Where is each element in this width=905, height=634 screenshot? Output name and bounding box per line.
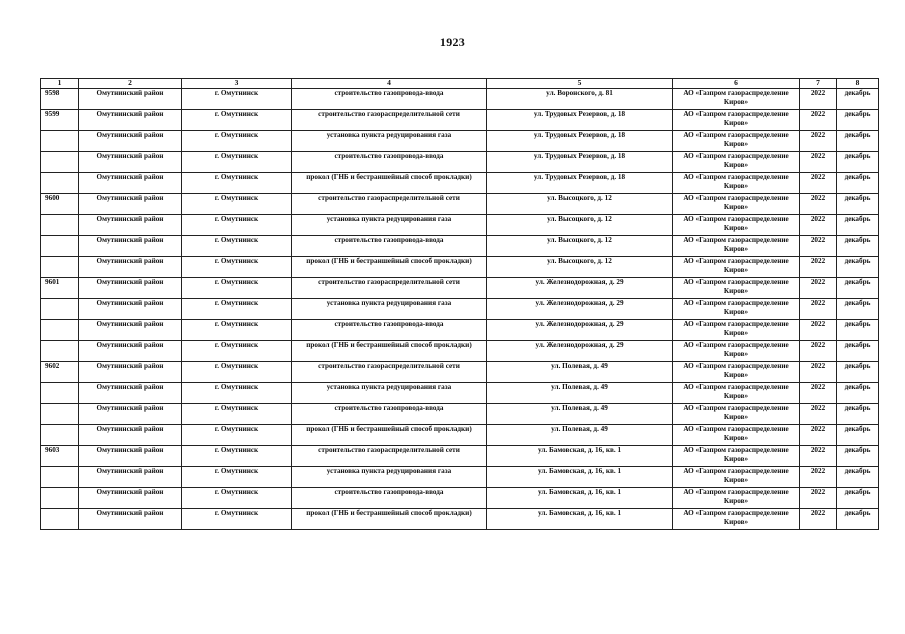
cell-object-number: [41, 236, 79, 257]
cell-organization: АО «Газпром газораспределение Киров»: [673, 362, 800, 383]
cell-month: декабрь: [837, 362, 879, 383]
cell-work-type: установка пункта редуцирования газа: [292, 131, 487, 152]
cell-settlement: г. Омутнинск: [182, 488, 292, 509]
header-col-5: 5: [487, 79, 673, 89]
cell-month: декабрь: [837, 173, 879, 194]
cell-settlement: г. Омутнинск: [182, 299, 292, 320]
cell-organization: АО «Газпром газораспределение Киров»: [673, 215, 800, 236]
cell-month: декабрь: [837, 320, 879, 341]
cell-settlement: г. Омутнинск: [182, 362, 292, 383]
cell-address: ул. Железнодорожная, д. 29: [487, 299, 673, 320]
cell-object-number: [41, 341, 79, 362]
cell-month: декабрь: [837, 131, 879, 152]
cell-settlement: г. Омутнинск: [182, 341, 292, 362]
cell-district: Омутнинский район: [79, 362, 182, 383]
cell-address: ул. Высоцкого, д. 12: [487, 194, 673, 215]
table-row: [41, 152, 879, 173]
cell-object-number: 9603: [41, 446, 79, 467]
cell-address: ул. Бамовская, д. 16, кв. 1: [487, 488, 673, 509]
cell-month: декабрь: [837, 89, 879, 110]
cell-work-type: строительство газораспределительной сети: [292, 362, 487, 383]
page-number: 1923: [439, 35, 466, 49]
cell-year: 2022: [800, 404, 837, 425]
cell-address: ул. Бамовская, д. 16, кв. 1: [487, 467, 673, 488]
cell-address: ул. Трудовых Резервов, д. 18: [487, 131, 673, 152]
table-row: [41, 446, 879, 467]
cell-year: 2022: [800, 215, 837, 236]
cell-object-number: [41, 383, 79, 404]
cell-settlement: г. Омутнинск: [182, 257, 292, 278]
table-row: [41, 89, 879, 110]
table-row: [41, 488, 879, 509]
table-row: [41, 383, 879, 404]
cell-settlement: г. Омутнинск: [182, 383, 292, 404]
cell-organization: АО «Газпром газораспределение Киров»: [673, 257, 800, 278]
table-row: [41, 425, 879, 446]
table-header: [41, 79, 879, 89]
table-row: [41, 467, 879, 488]
cell-work-type: строительство газораспределительной сети: [292, 278, 487, 299]
table-body: [41, 89, 879, 530]
cell-district: Омутнинский район: [79, 215, 182, 236]
cell-month: декабрь: [837, 110, 879, 131]
cell-year: 2022: [800, 299, 837, 320]
cell-object-number: [41, 131, 79, 152]
cell-year: 2022: [800, 446, 837, 467]
cell-organization: АО «Газпром газораспределение Киров»: [673, 110, 800, 131]
cell-work-type: прокол (ГНБ и бестраншейный способ прокладки): [292, 341, 487, 362]
cell-address: ул. Бамовская, д. 16, кв. 1: [487, 509, 673, 530]
cell-organization: АО «Газпром газораспределение Киров»: [673, 467, 800, 488]
cell-district: Омутнинский район: [79, 152, 182, 173]
cell-year: 2022: [800, 236, 837, 257]
cell-settlement: г. Омутнинск: [182, 194, 292, 215]
table-row: [41, 299, 879, 320]
cell-settlement: г. Омутнинск: [182, 236, 292, 257]
cell-address: ул. Полевая, д. 49: [487, 404, 673, 425]
cell-object-number: [41, 215, 79, 236]
header-col-1: 1: [41, 79, 79, 89]
cell-organization: АО «Газпром газораспределение Киров»: [673, 446, 800, 467]
cell-address: ул. Железнодорожная, д. 29: [487, 320, 673, 341]
cell-address: ул. Бамовская, д. 16, кв. 1: [487, 446, 673, 467]
table-row: [41, 110, 879, 131]
table-row: [41, 173, 879, 194]
cell-year: 2022: [800, 509, 837, 530]
cell-work-type: строительство газопровода-ввода: [292, 152, 487, 173]
cell-settlement: г. Омутнинск: [182, 320, 292, 341]
cell-district: Омутнинский район: [79, 110, 182, 131]
cell-month: декабрь: [837, 215, 879, 236]
header-row: [41, 79, 879, 89]
cell-settlement: г. Омутнинск: [182, 152, 292, 173]
cell-work-type: строительство газораспределительной сети: [292, 110, 487, 131]
cell-organization: АО «Газпром газораспределение Киров»: [673, 425, 800, 446]
cell-month: декабрь: [837, 299, 879, 320]
cell-organization: АО «Газпром газораспределение Киров»: [673, 488, 800, 509]
cell-work-type: прокол (ГНБ и бестраншейный способ прокладки): [292, 257, 487, 278]
cell-district: Омутнинский район: [79, 446, 182, 467]
cell-month: декабрь: [837, 257, 879, 278]
cell-month: декабрь: [837, 194, 879, 215]
cell-address: ул. Высоцкого, д. 12: [487, 215, 673, 236]
header-col-2: 2: [79, 79, 182, 89]
cell-district: Омутнинский район: [79, 488, 182, 509]
cell-month: декабрь: [837, 488, 879, 509]
cell-month: декабрь: [837, 236, 879, 257]
header-col-4: 4: [292, 79, 487, 89]
cell-organization: АО «Газпром газораспределение Киров»: [673, 236, 800, 257]
cell-year: 2022: [800, 194, 837, 215]
cell-object-number: [41, 173, 79, 194]
cell-work-type: установка пункта редуцирования газа: [292, 299, 487, 320]
cell-organization: АО «Газпром газораспределение Киров»: [673, 404, 800, 425]
cell-settlement: г. Омутнинск: [182, 215, 292, 236]
cell-organization: АО «Газпром газораспределение Киров»: [673, 131, 800, 152]
cell-settlement: г. Омутнинск: [182, 89, 292, 110]
cell-month: декабрь: [837, 341, 879, 362]
cell-settlement: г. Омутнинск: [182, 467, 292, 488]
cell-district: Омутнинский район: [79, 341, 182, 362]
cell-district: Омутнинский район: [79, 89, 182, 110]
table-row: [41, 236, 879, 257]
table-row: [41, 194, 879, 215]
cell-organization: АО «Газпром газораспределение Киров»: [673, 173, 800, 194]
cell-year: 2022: [800, 278, 837, 299]
cell-settlement: г. Омутнинск: [182, 404, 292, 425]
cell-organization: АО «Газпром газораспределение Киров»: [673, 509, 800, 530]
cell-settlement: г. Омутнинск: [182, 509, 292, 530]
table-row: [41, 362, 879, 383]
cell-month: декабрь: [837, 425, 879, 446]
cell-district: Омутнинский район: [79, 425, 182, 446]
header-col-6: 6: [673, 79, 800, 89]
cell-address: ул. Полевая, д. 49: [487, 362, 673, 383]
cell-district: Омутнинский район: [79, 173, 182, 194]
cell-district: Омутнинский район: [79, 194, 182, 215]
cell-work-type: прокол (ГНБ и бестраншейный способ прокладки): [292, 173, 487, 194]
cell-work-type: строительство газопровода-ввода: [292, 404, 487, 425]
cell-district: Омутнинский район: [79, 383, 182, 404]
header-col-7: 7: [800, 79, 837, 89]
cell-address: ул. Воронского, д. 81: [487, 89, 673, 110]
cell-work-type: строительство газораспределительной сети: [292, 194, 487, 215]
cell-work-type: строительство газопровода-ввода: [292, 236, 487, 257]
cell-district: Омутнинский район: [79, 404, 182, 425]
cell-work-type: установка пункта редуцирования газа: [292, 467, 487, 488]
cell-month: декабрь: [837, 152, 879, 173]
cell-object-number: [41, 257, 79, 278]
cell-year: 2022: [800, 131, 837, 152]
cell-year: 2022: [800, 152, 837, 173]
cell-month: декабрь: [837, 467, 879, 488]
cell-work-type: строительство газопровода-ввода: [292, 89, 487, 110]
cell-work-type: прокол (ГНБ и бестраншейный способ прокладки): [292, 425, 487, 446]
cell-object-number: 9601: [41, 278, 79, 299]
cell-object-number: [41, 299, 79, 320]
gasification-table: [40, 78, 879, 530]
cell-address: ул. Железнодорожная, д. 29: [487, 341, 673, 362]
cell-settlement: г. Омутнинск: [182, 110, 292, 131]
cell-organization: АО «Газпром газораспределение Киров»: [673, 89, 800, 110]
cell-settlement: г. Омутнинск: [182, 446, 292, 467]
cell-object-number: 9602: [41, 362, 79, 383]
cell-district: Омутнинский район: [79, 467, 182, 488]
cell-address: ул. Высоцкого, д. 12: [487, 236, 673, 257]
table-row: [41, 404, 879, 425]
table-row: [41, 509, 879, 530]
cell-year: 2022: [800, 89, 837, 110]
cell-work-type: строительство газопровода-ввода: [292, 320, 487, 341]
cell-organization: АО «Газпром газораспределение Киров»: [673, 383, 800, 404]
cell-address: ул. Полевая, д. 49: [487, 383, 673, 404]
cell-year: 2022: [800, 467, 837, 488]
cell-district: Омутнинский район: [79, 236, 182, 257]
cell-object-number: [41, 320, 79, 341]
cell-settlement: г. Омутнинск: [182, 173, 292, 194]
table-row: [41, 320, 879, 341]
cell-month: декабрь: [837, 446, 879, 467]
table-row: [41, 257, 879, 278]
cell-object-number: 9600: [41, 194, 79, 215]
cell-organization: АО «Газпром газораспределение Киров»: [673, 194, 800, 215]
cell-object-number: 9599: [41, 110, 79, 131]
cell-object-number: [41, 488, 79, 509]
cell-district: Омутнинский район: [79, 131, 182, 152]
cell-district: Омутнинский район: [79, 509, 182, 530]
cell-object-number: [41, 152, 79, 173]
cell-organization: АО «Газпром газораспределение Киров»: [673, 278, 800, 299]
cell-month: декабрь: [837, 404, 879, 425]
cell-address: ул. Высоцкого, д. 12: [487, 257, 673, 278]
cell-object-number: [41, 404, 79, 425]
cell-organization: АО «Газпром газораспределение Киров»: [673, 299, 800, 320]
cell-organization: АО «Газпром газораспределение Киров»: [673, 320, 800, 341]
cell-object-number: [41, 509, 79, 530]
cell-district: Омутнинский район: [79, 257, 182, 278]
cell-work-type: установка пункта редуцирования газа: [292, 383, 487, 404]
cell-object-number: 9598: [41, 89, 79, 110]
cell-month: декабрь: [837, 278, 879, 299]
cell-object-number: [41, 467, 79, 488]
cell-month: декабрь: [837, 509, 879, 530]
cell-district: Омутнинский район: [79, 278, 182, 299]
cell-year: 2022: [800, 320, 837, 341]
cell-address: ул. Трудовых Резервов, д. 18: [487, 110, 673, 131]
cell-work-type: строительство газопровода-ввода: [292, 488, 487, 509]
cell-year: 2022: [800, 110, 837, 131]
cell-address: ул. Трудовых Резервов, д. 18: [487, 173, 673, 194]
table-row: [41, 131, 879, 152]
cell-settlement: г. Омутнинск: [182, 278, 292, 299]
cell-year: 2022: [800, 341, 837, 362]
header-col-3: 3: [182, 79, 292, 89]
cell-address: ул. Трудовых Резервов, д. 18: [487, 152, 673, 173]
table-row: [41, 341, 879, 362]
cell-year: 2022: [800, 383, 837, 404]
cell-district: Омутнинский район: [79, 299, 182, 320]
cell-organization: АО «Газпром газораспределение Киров»: [673, 152, 800, 173]
cell-address: ул. Железнодорожная, д. 29: [487, 278, 673, 299]
cell-year: 2022: [800, 488, 837, 509]
cell-work-type: установка пункта редуцирования газа: [292, 215, 487, 236]
cell-year: 2022: [800, 257, 837, 278]
table-row: [41, 215, 879, 236]
cell-district: Омутнинский район: [79, 320, 182, 341]
cell-settlement: г. Омутнинск: [182, 131, 292, 152]
cell-object-number: [41, 425, 79, 446]
cell-year: 2022: [800, 173, 837, 194]
cell-year: 2022: [800, 362, 837, 383]
cell-address: ул. Полевая, д. 49: [487, 425, 673, 446]
table-row: [41, 278, 879, 299]
cell-organization: АО «Газпром газораспределение Киров»: [673, 341, 800, 362]
cell-work-type: строительство газораспределительной сети: [292, 446, 487, 467]
cell-year: 2022: [800, 425, 837, 446]
header-col-8: 8: [837, 79, 879, 89]
cell-settlement: г. Омутнинск: [182, 425, 292, 446]
cell-month: декабрь: [837, 383, 879, 404]
cell-work-type: прокол (ГНБ и бестраншейный способ прокладки): [292, 509, 487, 530]
